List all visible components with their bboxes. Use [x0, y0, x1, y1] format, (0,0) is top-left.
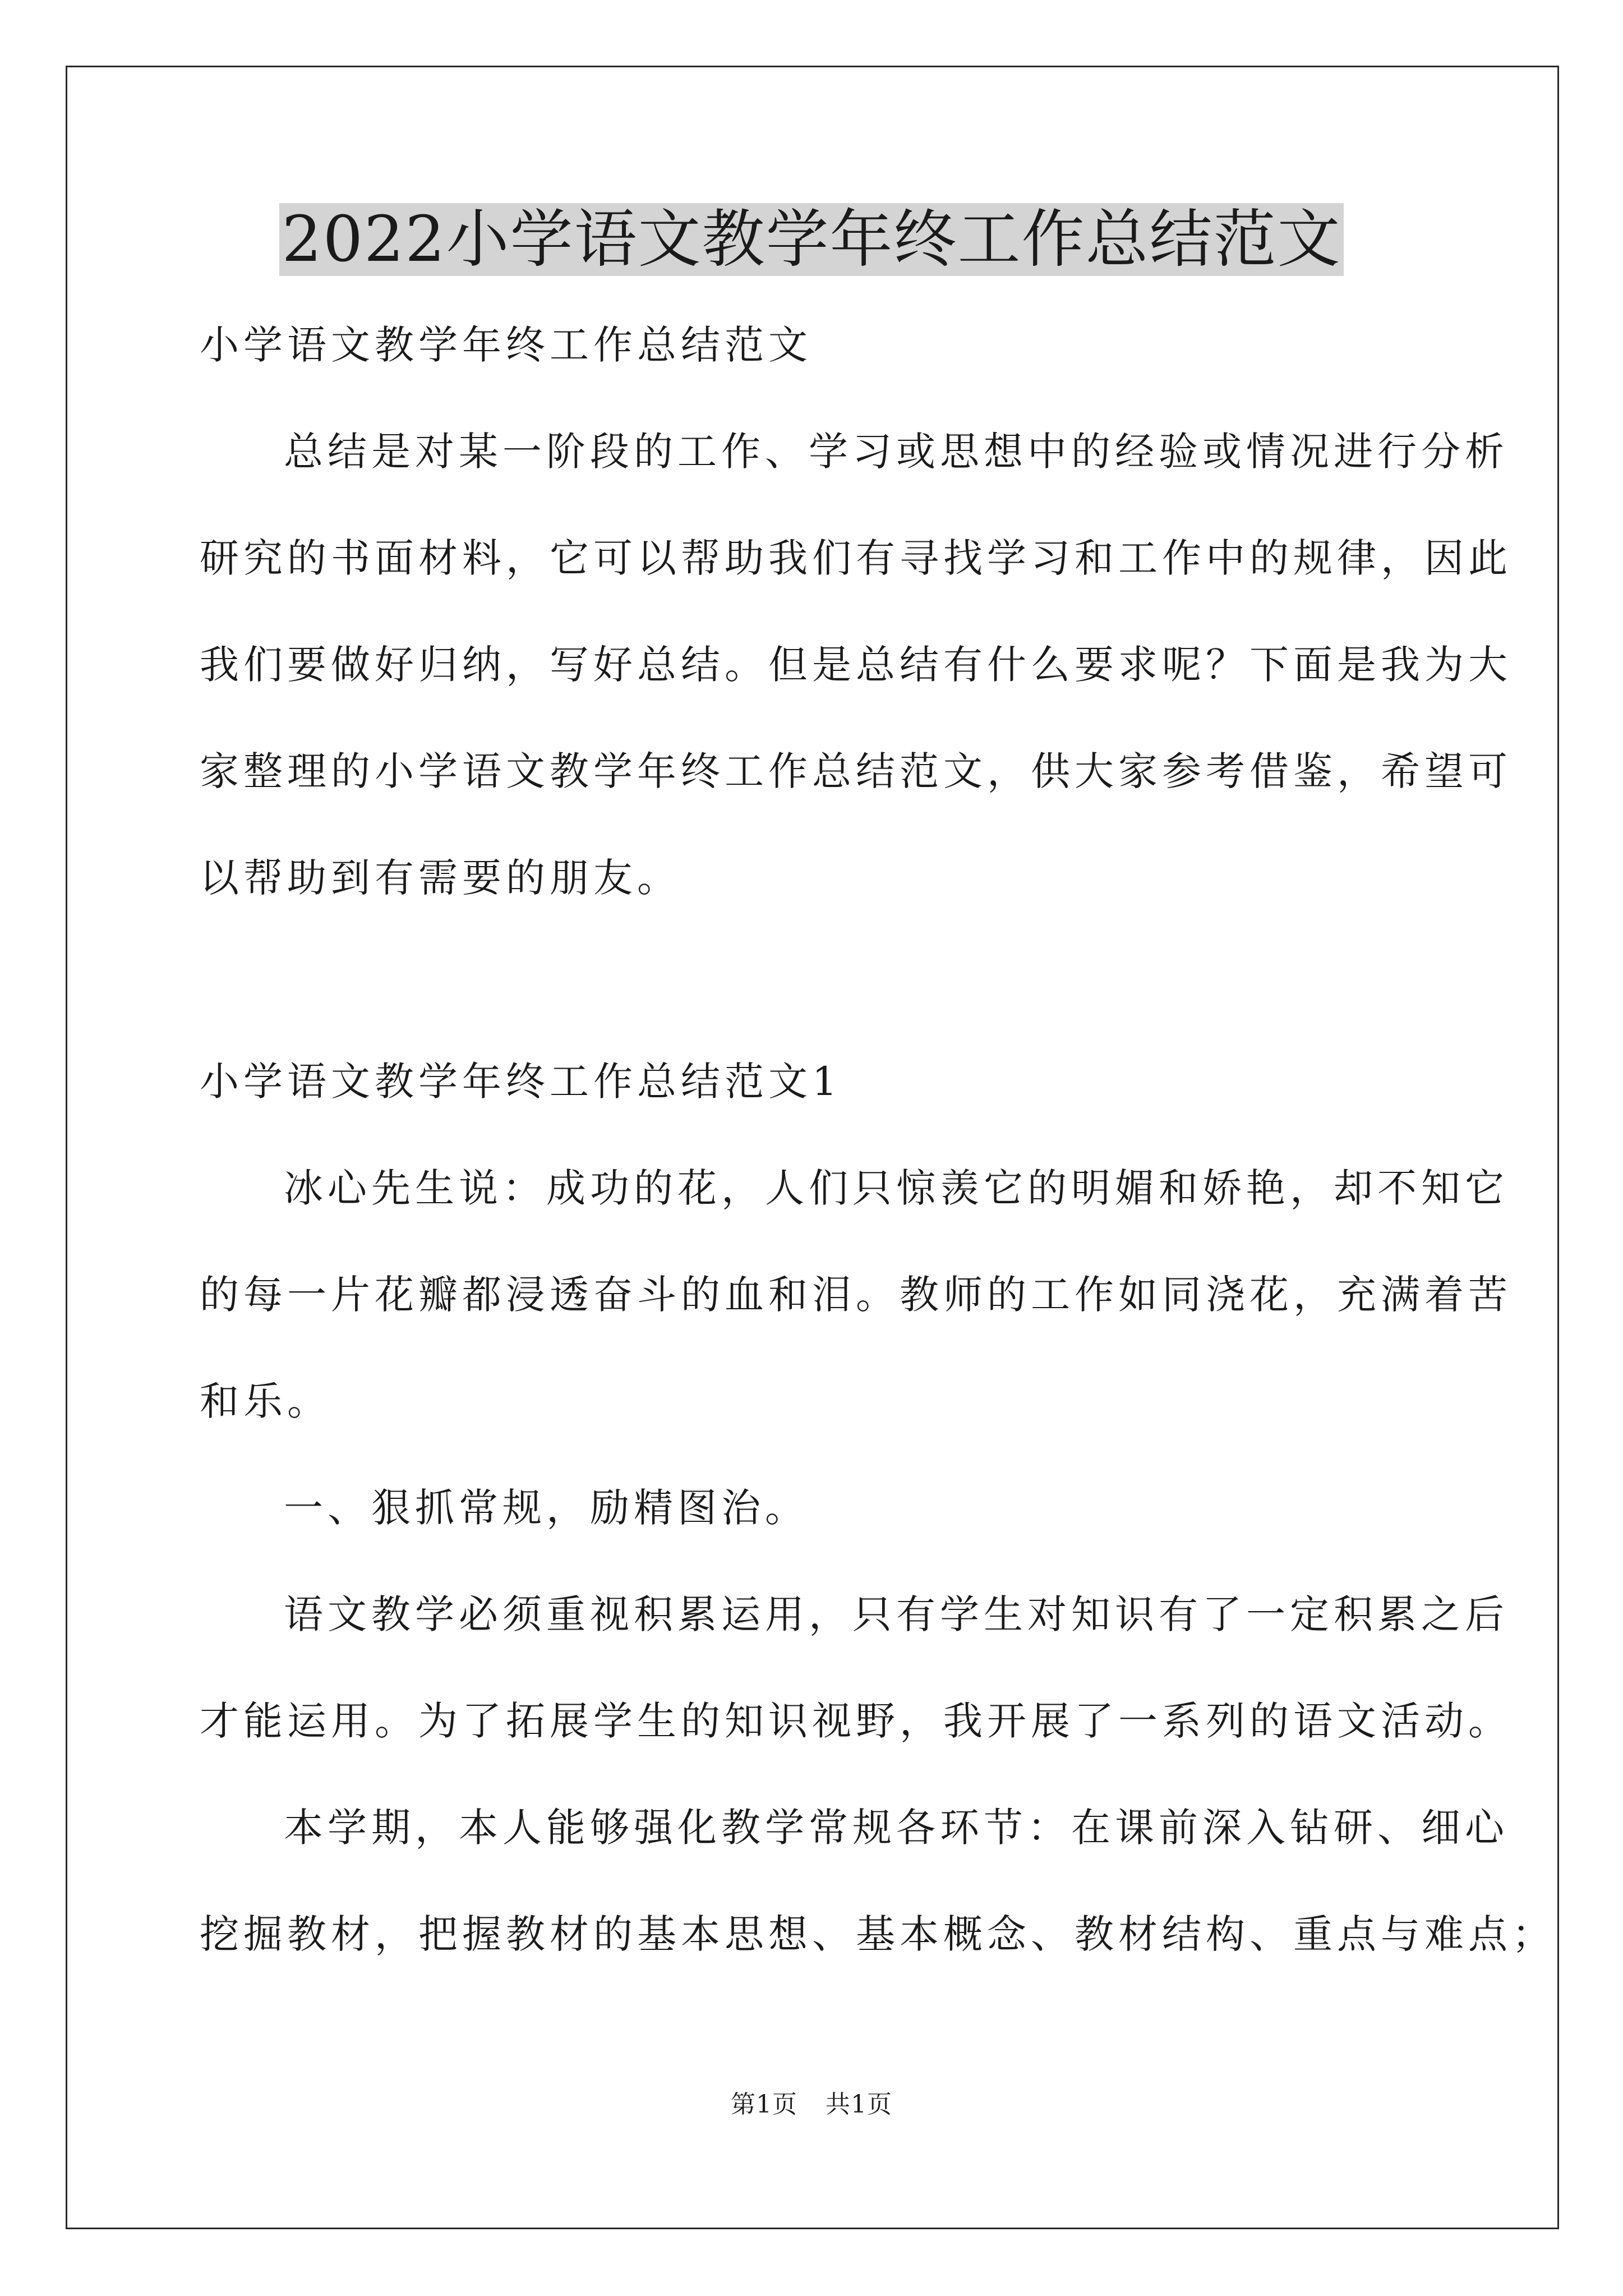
body-line: 才能运用。为了拓展学生的知识视野，我开展了一系列的语文活动。 [200, 1698, 1512, 1744]
body-line: 挖掘教材，把握教材的基本思想、基本概念、教材结构、重点与难点； [200, 1911, 1556, 1957]
intro-line: 研究的书面材料，它可以帮助我们有寻找学习和工作中的规律，因此 [200, 535, 1512, 581]
body-line: 冰心先生说：成功的花，人们只惊羡它的明媚和娇艳，却不知它 [284, 1165, 1509, 1211]
body-line: 和乐。 [200, 1378, 331, 1424]
document-title [0, 197, 1623, 282]
document-title-text: 2022小学语文教学年终工作总结范文 [279, 203, 1343, 276]
page-footer [0, 2088, 1623, 2122]
intro-line: 我们要做好归纳，写好总结。但是总结有什么要求呢？下面是我为大 [200, 642, 1512, 688]
body-line: 一、狠抓常规，励精图治。 [284, 1485, 809, 1531]
section-block [200, 1028, 1556, 1987]
intro-line: 家整理的小学语文教学年终工作总结范文，供大家参考借鉴，希望可 [200, 748, 1512, 794]
subtitle: 小学语文教学年终工作总结范文 [200, 322, 812, 368]
body-line: 本学期，本人能够强化教学常规各环节：在课前深入钻研、细心 [284, 1805, 1509, 1851]
intro-line: 以帮助到有需要的朋友。 [200, 855, 681, 901]
body-line: 的每一片花瓣都浸透奋斗的血和泪。教师的工作如同浇花，充满着苦 [200, 1272, 1512, 1318]
page-number: 第1页 [731, 2090, 797, 2119]
body-line: 语文教学必须重视积累运用，只有学生对知识有了一定积累之后 [284, 1591, 1509, 1637]
intro-block [200, 292, 1512, 931]
section-heading: 小学语文教学年终工作总结范文1 [200, 1059, 842, 1105]
intro-line: 总结是对某一阶段的工作、学习或思想中的经验或情况进行分析 [284, 429, 1509, 475]
page-total: 共1页 [826, 2090, 892, 2119]
